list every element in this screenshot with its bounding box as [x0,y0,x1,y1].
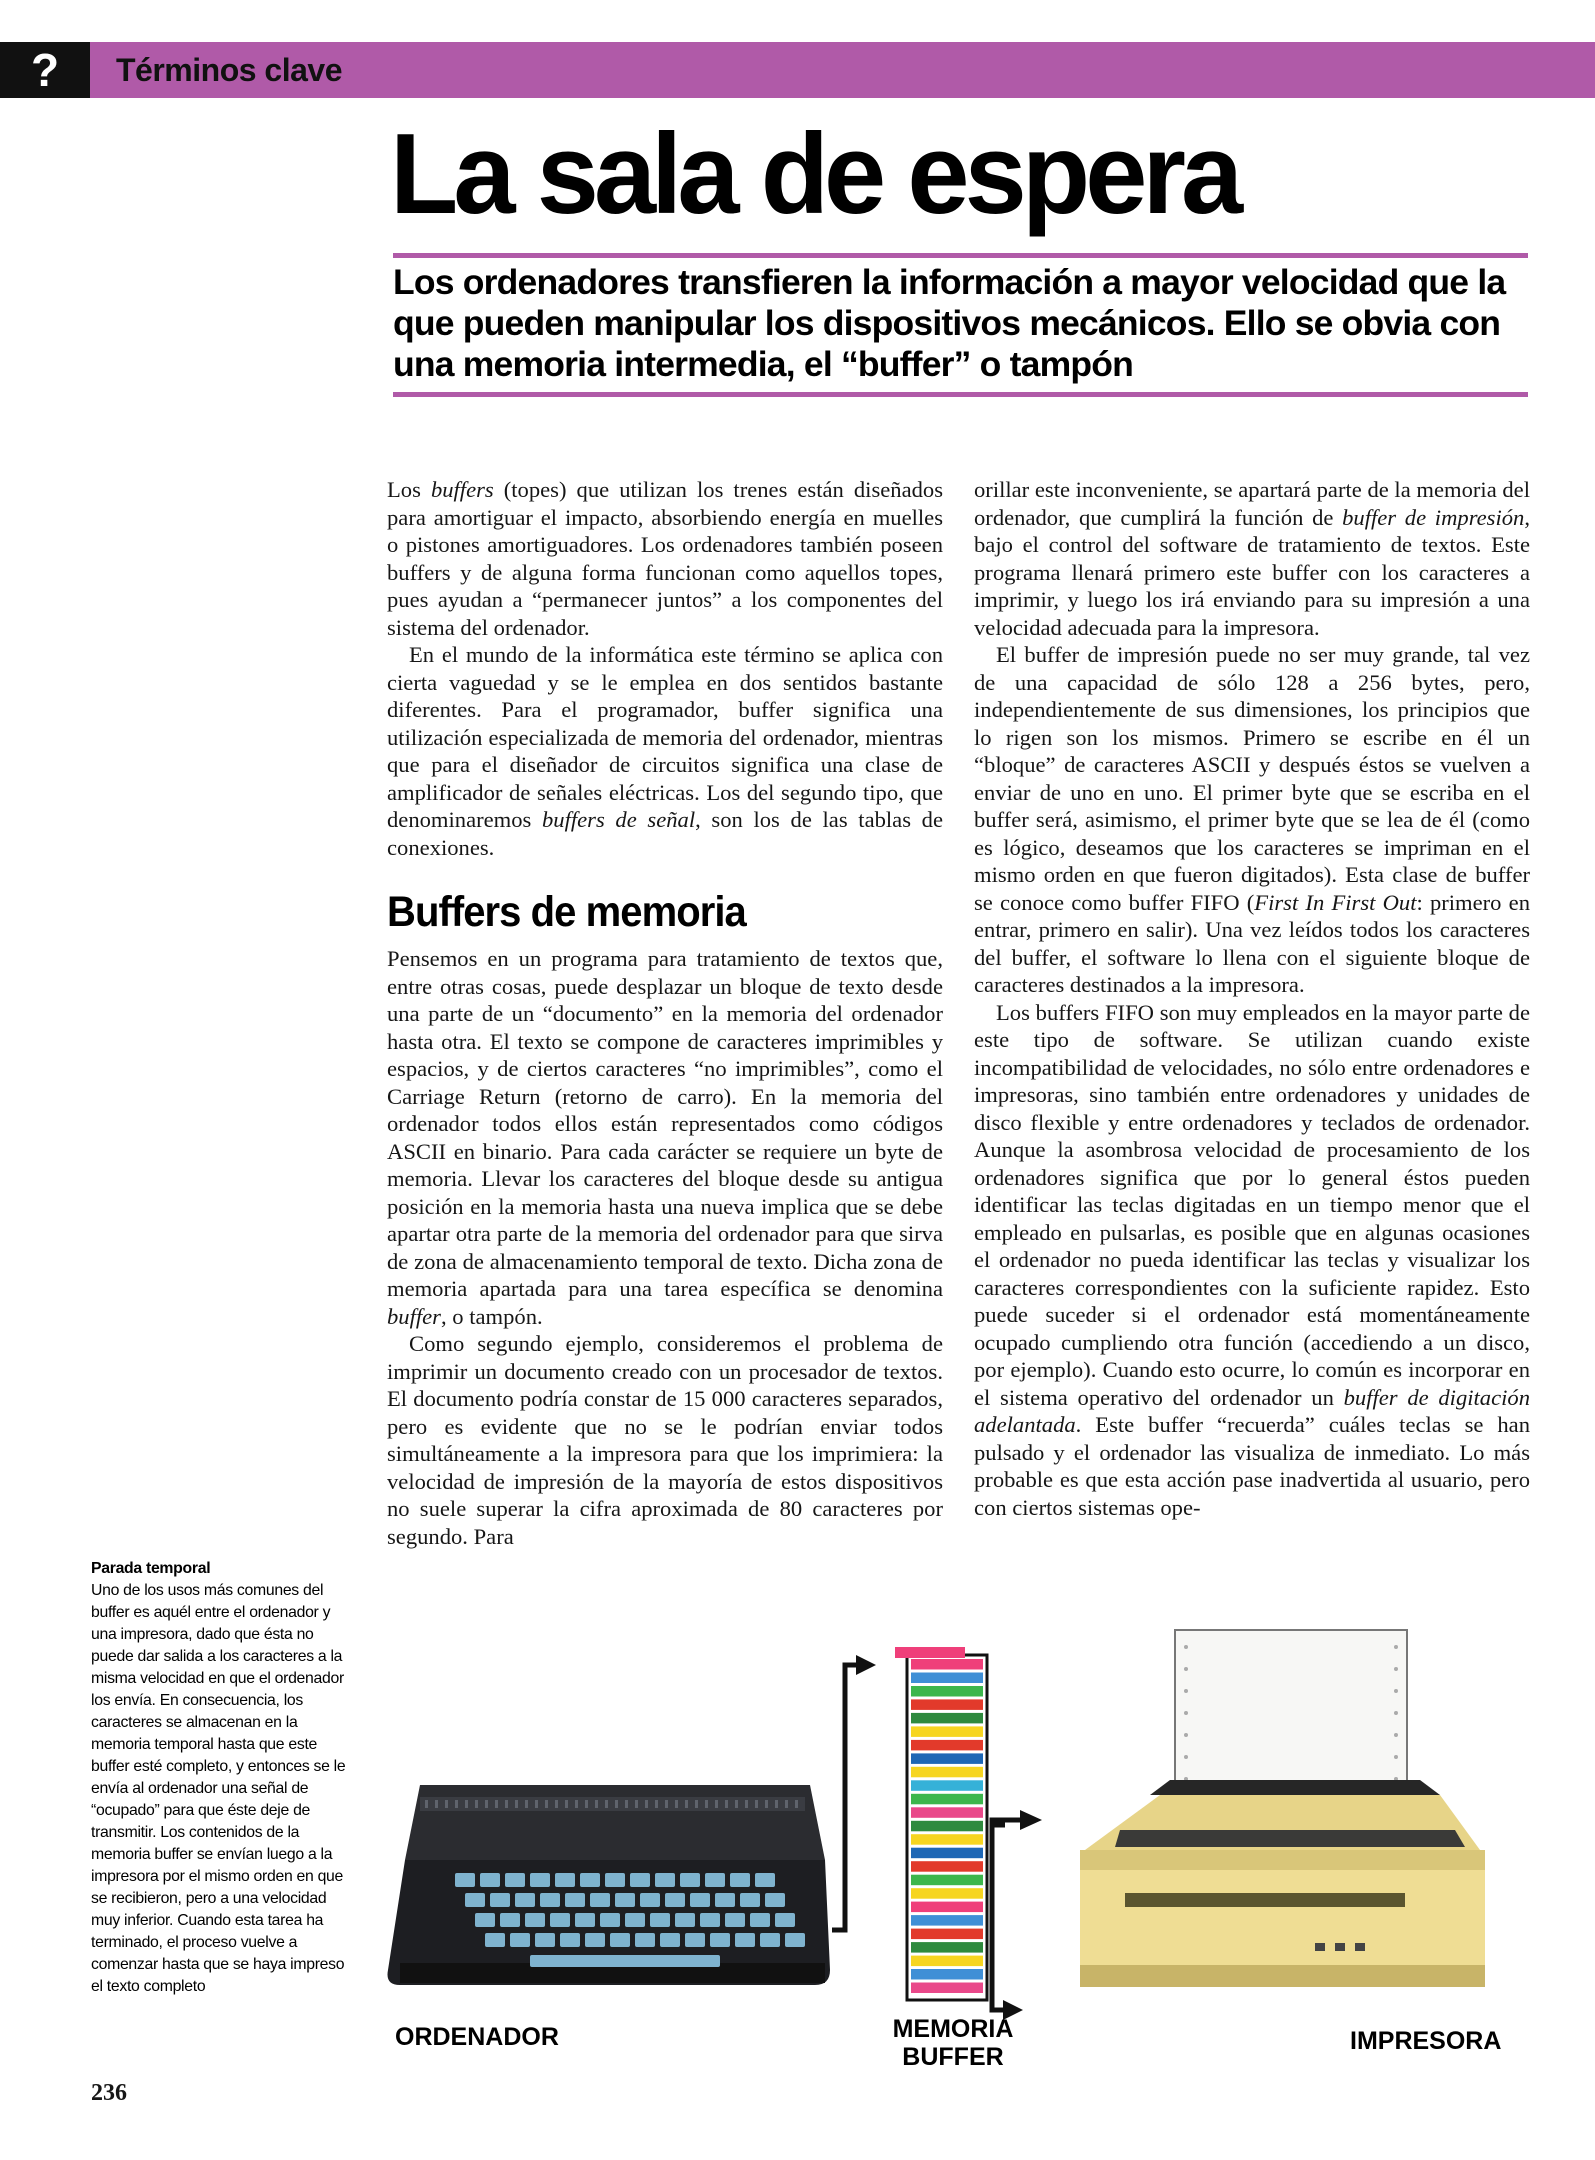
keyboard-key [650,1913,670,1927]
keyboard-key [605,1873,625,1887]
label-memory-buffer-line2: BUFFER [902,2043,1004,2071]
article-column-left [387,476,943,1550]
buffer-cell [911,1780,983,1791]
keyboard-key [600,1913,620,1927]
keyboard-key [675,1913,695,1927]
buffer-cell [911,1753,983,1764]
label-memory-buffer-line1: MEMORIA [892,2015,1014,2043]
buffer-cell [911,1659,983,1670]
buffer-cell [911,1821,983,1832]
keyboard-key [550,1913,570,1927]
keyboard-key [775,1913,795,1927]
keyboard-key [725,1913,745,1927]
keyboard-key [500,1913,520,1927]
sidebar-caption [91,1558,349,1998]
buffer-cell [911,1942,983,1953]
keyboard-key [575,1913,595,1927]
buffer-cell [911,1767,983,1778]
paragraph: Pensemos en un programa para tratamiento de textos que, entre otras cosas, puede desplazar un bloque de texto desde una parte de un “documento” en la memoria del ordenador hasta otra. El texto se compone de caracteres imprimibles y espacios, y de ciertos caracteres “no imprimibles”, como el Carriage Return (retorno de carro). En la memoria del ordenador todos ellos están representados como códigos ASCII en binario. Para cada carácter se requiere un byte de memoria. Llevar los caracteres del bloque desde su antigua posición en la memoria hasta una nueva implica que se debe apartar otra parte de la memoria del ordenador para que sirva de zona de almacenamiento temporal de texto. Dicha zona de memoria apartada para una tarea específica se denomina buffer, o tampón. [387,946,943,1329]
memory-buffer-illustration [895,1647,987,2000]
buffer-cell [911,1902,983,1913]
keyboard-key [560,1933,580,1947]
label-printer: IMPRESORA [1350,2027,1502,2055]
paragraph: Los buffers FIFO son muy empleados en la mayor parte de este tipo de software. Se utilizan cuando existe incompatibilidad de velocidades, no sólo entre ordenadores e impresoras, sino también entre ordenadores y unidades de disco flexible y entre ordenadores y teclados de ordenador. Aunque la asombrosa velocidad de procesamiento de los ordenadores significa que por lo general éstos pueden identificar las teclas digitadas en un tiempo menor que el empleado en pulsarlas, es posible que en algunas ocasiones el ordenador no pueda identificar las teclas y visualizar los caracteres correspondientes con la suficiente rapidez. Esto puede suceder si el ordenador está momentáneamente ocupado cumpliendo otra función (accediendo a un disco, por ejemplo). Cuando esto ocurre, lo común es incorporar en el sistema operativo del ordenador un buffer de digitación adelantada. Este buffer “recuerda” cuáles teclas se han pulsado y el ordenador las visualiza de inmediato. Lo más probable es que esta acción pase inadvertida al usuario, pero con ciertos sistemas ope- [974,999,1530,1520]
sidebar-title: Parada temporal [91,1560,211,1577]
incoming-byte [895,1647,965,1658]
buffer-cell [911,1875,983,1886]
keyboard-key [640,1893,660,1907]
keyboard-key [715,1893,735,1907]
keyboard-key [700,1913,720,1927]
keyboard-key [535,1933,555,1947]
buffer-cell [911,1713,983,1724]
buffer-cell [911,1848,983,1859]
keyboard-spacebar [530,1955,720,1967]
page-title: La sala de espera [390,111,1239,238]
subtitle-bottom-rule [393,392,1528,397]
keyboard-key [610,1933,630,1947]
buffer-cell [911,1794,983,1805]
keyboard-key [465,1893,485,1907]
keyboard-key [740,1893,760,1907]
keyboard-key [475,1913,495,1927]
keyboard-key [510,1933,530,1947]
keyboard-key [710,1933,730,1947]
keyboard-key [785,1933,805,1947]
buffer-cell [911,1807,983,1818]
keyboard-key [665,1893,685,1907]
keyboard-key [680,1873,700,1887]
buffer-cell [911,1686,983,1697]
paragraph: Como segundo ejemplo, consideremos el problema de imprimir un documento creado con un procesador de textos. El documento podría constar de 15 000 caracteres separados, pero es evidente que no se le podrían enviar todos simultáneamente a la impresora para que los imprimiera: la velocidad de impresión de la mayoría de estos dispositivos no suele superar la cifra aproximada de 80 caracteres por segundo. Para [387,1331,943,1549]
question-badge: ? [0,42,90,98]
keyboard-key [765,1893,785,1907]
subtitle-top-rule [393,253,1528,258]
keyboard-key [505,1873,525,1887]
keyboard-key [585,1933,605,1947]
keyboard-key [480,1873,500,1887]
buffer-cell [911,1740,983,1751]
page-number: 236 [91,2080,127,2106]
keyboard-key [735,1933,755,1947]
keyboard-key [540,1893,560,1907]
printer-illustration [1080,1630,1485,1987]
buffer-cell [911,1834,983,1845]
keyboard-key [530,1873,550,1887]
keyboard-key [615,1893,635,1907]
buffer-cell [911,1726,983,1737]
keyboard-key [685,1933,705,1947]
paragraph: El buffer de impresión puede no ser muy grande, tal vez de una capacidad de sólo 128 a 256 bytes, pero, independientemente de sus dimensiones, los principios que lo rigen son los mismos. Primero se escribe en él un “bloque” de caracteres ASCII y después éstos se vuelven a enviar de uno en uno. El primer byte que se escriba en el buffer será, asimismo, el primer byte que se lea de él (como es lógico, deseamos que los caracteres se impriman en el mismo orden en que fueron digitados). Esta clase de buffer se conoce como buffer FIFO (First In First Out: primero en entrar, primero en salir). Una vez leídos todos los caracteres del buffer, el software lo llena con el siguiente bloque de caracteres destinados a la impresora. [974,642,1531,997]
keyboard-key [750,1913,770,1927]
buffer-diagram [380,1625,1530,2025]
buffer-cell [911,1673,983,1684]
keyboard-key [625,1913,645,1927]
keyboard-key [590,1893,610,1907]
buffer-cell [911,1983,983,1994]
keyboard-key [515,1893,535,1907]
keyboard-key [565,1893,585,1907]
buffer-cell [911,1888,983,1899]
keyboard-key [485,1933,505,1947]
buffer-cell [911,1929,983,1940]
paragraph: En el mundo de la informática este término se aplica con cierta vaguedad y se le emplea en dos sentidos bastante diferentes. Para el programador, buffer significa una utilización especializada de memoria del ordenador, mientras que para el diseñador de circuitos significa una clase de amplificador de señales eléctricas. Los del segundo tipo, que denominaremos buffers de señal, son los de las tablas de conexiones. [387,642,943,860]
buffer-cell [911,1699,983,1710]
section-heading: Buffers de memoria [387,888,746,936]
buffer-cell [911,1969,983,1980]
keyboard-key [580,1873,600,1887]
keyboard-key [705,1873,725,1887]
keyboard-key [760,1933,780,1947]
keyboard-key [635,1933,655,1947]
section-label: Términos clave [116,52,342,88]
buffer-cell [911,1861,983,1872]
keyboard-key [525,1913,545,1927]
buffer-cell [911,1956,983,1967]
label-computer: ORDENADOR [395,2023,559,2051]
subtitle: Los ordenadores transfieren la información a mayor velocidad que la que pueden manipular los dispositivos mecánicos. Ello se obvia con una memoria intermedia, el “buffer” o tampón [393,262,1506,384]
keyboard-key [660,1933,680,1947]
paragraph: Los buffers (topes) que utilizan los trenes están diseñados para amortiguar el impacto, absorbiendo energía en muelles o pistones amortiguadores. Los ordenadores también poseen buffers y de alguna forma funcionan como aquellos topes, pues ayudan a “permanecer juntos” a los componentes del sistema del ordenador. [387,477,943,640]
keyboard-key [455,1873,475,1887]
keyboard-key [690,1893,710,1907]
keyboard-key [655,1873,675,1887]
keyboard-key [630,1873,650,1887]
keyboard-key [490,1893,510,1907]
keyboard-key [755,1873,775,1887]
sidebar-text: Uno de los usos más comunes del buffer es aquél entre el ordenador y una impresora, dado que ésta no puede dar salida a los caracteres a la misma velocidad en que el ordenador los envía. En consecuencia, los caracteres se almacenan en la memoria temporal hasta que este buffer esté completo, y entonces se le envía al ordenador una señal de “ocupado” para que éste deje de transmitir. Los contenidos de la memoria buffer se envían luego a la impresora por el mismo orden en que se recibieron, pero a una velocidad muy inferior. Cuando esta tarea ha terminado, el proceso vuelve a comenzar hasta que se haya impreso el texto completo [91,1582,346,1995]
article-column-right [974,476,1530,1521]
computer-illustration [388,1785,831,1985]
paragraph: orillar este inconveniente, se apartará parte de la memoria del ordenador, que cumplirá la función de buffer de impresión, bajo el control del software de tratamiento de textos. Este programa llenará primero este buffer con los caracteres a imprimir, y luego los irá enviando para su impresión a una velocidad adecuada para la impresora. [974,477,1530,640]
label-memory-buffer [878,2015,1028,2071]
keyboard-key [730,1873,750,1887]
buffer-cell [911,1915,983,1926]
keyboard-key [555,1873,575,1887]
